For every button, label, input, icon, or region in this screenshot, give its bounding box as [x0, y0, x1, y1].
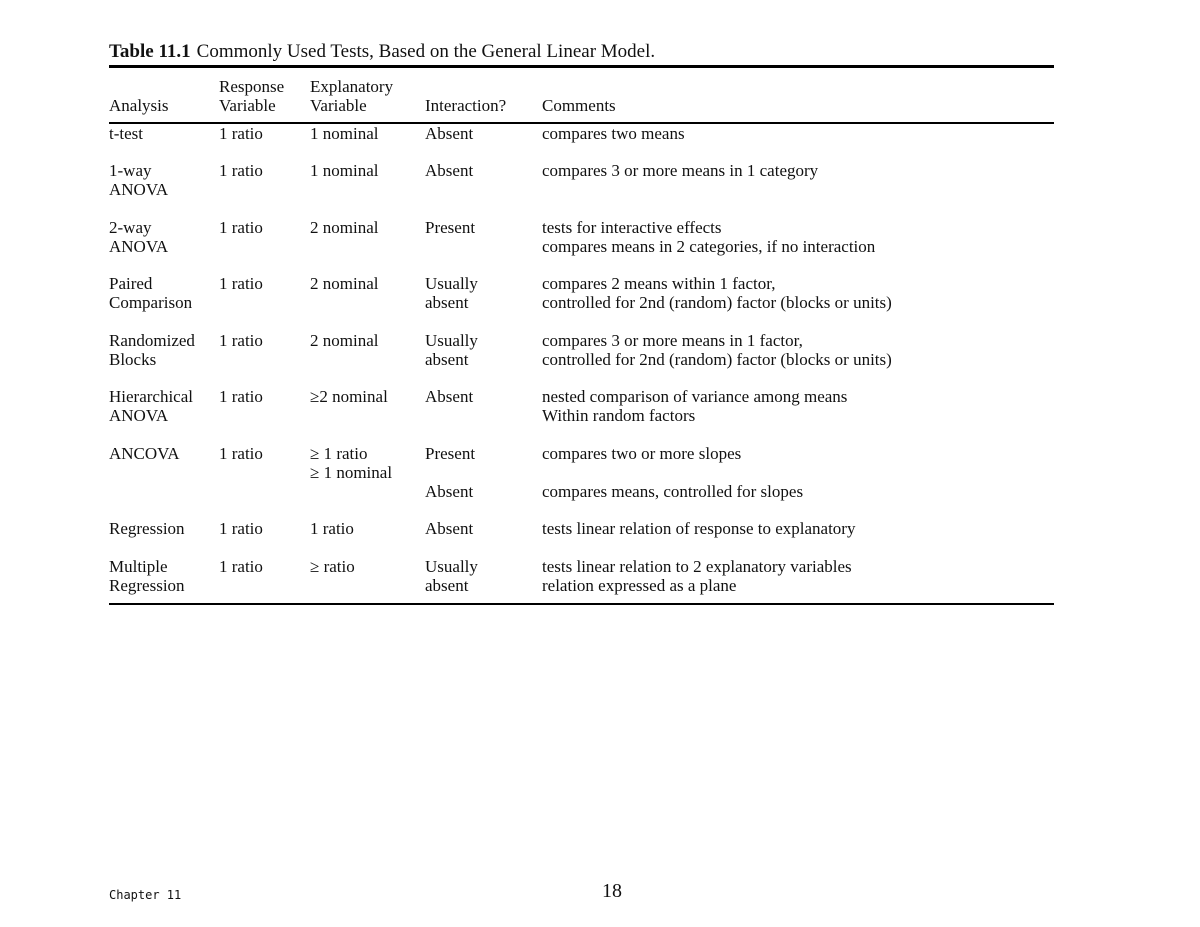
cell-line: Blocks: [109, 350, 157, 369]
header-response: [219, 77, 284, 115]
cell-line: ≥ ratio: [310, 557, 355, 576]
cell-explanatory: [310, 218, 378, 237]
cell-line: 1 ratio: [310, 519, 354, 538]
cell-line: Randomized: [109, 331, 195, 350]
cell-line: Usually: [425, 274, 478, 293]
cell-explanatory: [310, 331, 378, 350]
cell-interaction: [425, 218, 475, 237]
cell-line: Present: [425, 444, 476, 463]
cell-line: Usually: [425, 557, 478, 576]
cell-response: [219, 331, 263, 350]
cell-line: controlled for 2nd (random) factor (blocks or units): [542, 293, 892, 312]
cell-line: Within random factors: [542, 406, 696, 425]
cell-response: [219, 519, 263, 538]
cell-line: 1 nominal: [310, 124, 379, 143]
cell-line: ANCOVA: [109, 444, 180, 463]
header-interaction: [425, 77, 506, 115]
cell-line: compares 2 means within 1 factor,: [542, 274, 776, 293]
cell-line: 2 nominal: [310, 218, 379, 237]
cell-comments: [542, 519, 855, 538]
cell-analysis: [109, 218, 168, 256]
cell-line: tests linear relation to 2 explanatory variables: [542, 557, 852, 576]
cell-line: Absent: [425, 124, 474, 143]
cell-comments: [542, 218, 875, 256]
header-line: [425, 77, 506, 96]
cell-line: absent: [425, 576, 469, 595]
cell-line: ≥ 1 ratio: [310, 444, 368, 463]
cell-line: controlled for 2nd (random) factor (blocks or units): [542, 350, 892, 369]
cell-comments: [542, 444, 741, 463]
cell-line: compares 3 or more means in 1 category: [542, 161, 819, 180]
cell-analysis: [109, 387, 193, 425]
header-line: Interaction?: [425, 96, 507, 115]
table-number: Table 11.1: [109, 41, 191, 62]
cell-line: absent: [425, 350, 469, 369]
cell-comments: [542, 161, 818, 180]
cell-response: [219, 274, 263, 293]
header-line: [109, 77, 169, 96]
cell-line: 1 ratio: [219, 557, 263, 576]
cell-analysis: [109, 331, 195, 369]
header-line: Response: [219, 77, 285, 96]
cell-analysis: [109, 161, 168, 199]
cell-line: ANOVA: [109, 180, 169, 199]
cell-response: [219, 124, 263, 143]
cell-line: tests for interactive effects: [542, 218, 722, 237]
cell-line: Absent: [425, 482, 474, 501]
header-line: Variable: [219, 96, 276, 115]
cell-response: [219, 387, 263, 406]
cell-line: Hierarchical: [109, 387, 193, 406]
cell-line: relation expressed as a plane: [542, 576, 737, 595]
cell-line: Absent: [425, 387, 474, 406]
cell-response: [219, 444, 263, 463]
cell-response: [219, 557, 263, 576]
cell-line: Regression: [109, 576, 185, 595]
cell-line: 1 ratio: [219, 161, 263, 180]
cell-line: Regression: [109, 519, 185, 538]
header-rule: [109, 122, 1054, 124]
cell-interaction: [425, 519, 473, 538]
cell-explanatory: [310, 124, 378, 143]
cell-line: ANOVA: [109, 406, 169, 425]
cell-line: tests linear relation of response to explanatory: [542, 519, 856, 538]
cell-comments: [542, 124, 685, 143]
cell-response: [219, 161, 263, 180]
cell-explanatory: [310, 557, 355, 576]
cell-line: 1 ratio: [219, 274, 263, 293]
cell-line: Comparison: [109, 293, 193, 312]
cell-interaction: [425, 557, 478, 595]
cell-line: 2-way: [109, 218, 152, 237]
header-analysis: [109, 77, 169, 115]
header-explanatory: [310, 77, 393, 115]
cell-line: ≥2 nominal: [310, 387, 388, 406]
cell-line: Paired: [109, 274, 153, 293]
cell-line: absent: [425, 293, 469, 312]
cell-comments: [542, 482, 803, 501]
cell-line: 2 nominal: [310, 274, 379, 293]
header-line: Variable: [310, 96, 367, 115]
cell-line: compares two or more slopes: [542, 444, 742, 463]
cell-line: ANOVA: [109, 237, 169, 256]
cell-line: 1 nominal: [310, 161, 379, 180]
page-number: 18: [602, 880, 622, 902]
cell-explanatory: [310, 519, 354, 538]
cell-explanatory: [310, 387, 388, 406]
cell-analysis: [109, 519, 185, 538]
cell-line: Usually: [425, 331, 478, 350]
cell-interaction: [425, 331, 478, 369]
cell-interaction: [425, 161, 473, 180]
cell-line: nested comparison of variance among means: [542, 387, 848, 406]
cell-line: 2 nominal: [310, 331, 379, 350]
header-line: Analysis: [109, 96, 169, 115]
cell-line: 1 ratio: [219, 124, 263, 143]
bottom-rule: [109, 603, 1054, 605]
top-rule: [109, 65, 1054, 68]
cell-comments: [542, 274, 892, 312]
cell-line: 1 ratio: [219, 519, 263, 538]
cell-interaction: [425, 387, 473, 406]
cell-explanatory: [310, 274, 378, 293]
cell-interaction: [425, 444, 475, 463]
cell-line: compares means, controlled for slopes: [542, 482, 804, 501]
cell-response: [219, 218, 263, 237]
cell-analysis: [109, 557, 185, 595]
cell-comments: [542, 387, 847, 425]
cell-analysis: [109, 444, 180, 463]
header-line: [542, 77, 616, 96]
cell-line: 1 ratio: [219, 387, 263, 406]
cell-comments: [542, 557, 852, 595]
chapter-label: Chapter 11: [109, 888, 182, 902]
cell-line: compares two means: [542, 124, 685, 143]
cell-line: Absent: [425, 519, 474, 538]
cell-line: 1 ratio: [219, 444, 263, 463]
cell-line: Absent: [425, 161, 474, 180]
cell-line: t-test: [109, 124, 143, 143]
cell-interaction: [425, 482, 473, 501]
table-title: Commonly Used Tests, Based on the General Linear Model.: [196, 41, 656, 62]
cell-line: 1-way: [109, 161, 152, 180]
header-comments: [542, 77, 616, 115]
header-line: Comments: [542, 96, 616, 115]
cell-interaction: [425, 124, 473, 143]
cell-line: Multiple: [109, 557, 168, 576]
cell-interaction: [425, 274, 478, 312]
cell-analysis: [109, 274, 192, 312]
header-line: Explanatory: [310, 77, 394, 96]
cell-analysis: [109, 124, 143, 143]
cell-line: 1 ratio: [219, 218, 263, 237]
cell-explanatory: [310, 161, 378, 180]
cell-explanatory: [310, 444, 392, 482]
cell-line: compares 3 or more means in 1 factor,: [542, 331, 803, 350]
cell-line: compares means in 2 categories, if no interaction: [542, 237, 876, 256]
cell-comments: [542, 331, 892, 369]
table-caption: [109, 41, 655, 63]
cell-line: ≥ 1 nominal: [310, 463, 393, 482]
cell-line: 1 ratio: [219, 331, 263, 350]
cell-line: Present: [425, 218, 476, 237]
